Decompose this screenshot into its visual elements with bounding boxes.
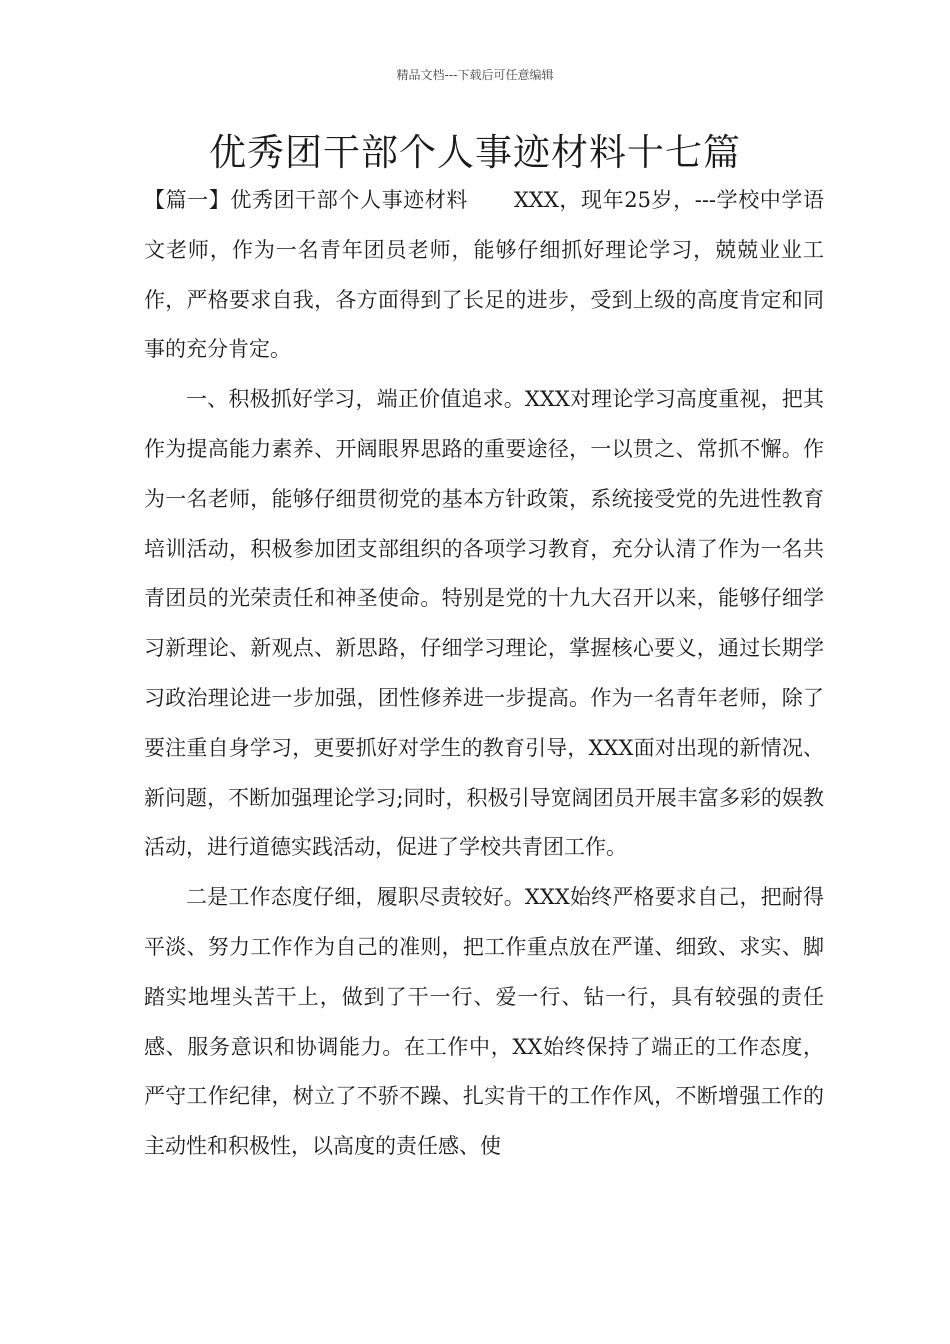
intro-heading: 【篇一】优秀团干部个人事迹材料: [144, 188, 468, 212]
paragraph-2: 二是工作态度仔细，履职尽责较好。XXX始终严格要求自己，把耐得平淡、努力工作作为自己的准则，把工作重点放在严谨、细致、求实、脚踏实地埋头苦干上，做到了干一行、爱一行、钻一行，具有较强的责任感、服务意识和协调能力。在工作中，XX始终保持了端正的工作态度，严守工作纪律，树立了不骄不躁、扎实肯干的工作作风，不断增强工作的主动性和积极性，以高度的责任感、使: [144, 885, 824, 1159]
document-title: 优秀团干部个人事迹材料十七篇: [209, 131, 741, 174]
paragraph-1: 一、积极抓好学习，端正价值追求。XXX对理论学习高度重视，把其作为提高能力素养、开阔眼界思路的重要途径，一以贯之、常抓不懈。作为一名老师，能够仔细贯彻党的基本方针政策，系统接受党的先进性教育培训活动，积极参加团支部组织的各项学习教育，充分认清了作为一名共青团员的光荣责任和神圣使命。特别是党的十九大召开以来，能够仔细学习新理论、新观点、新思路，仔细学习理论，掌握核心要义，通过长期学习政治理论进一步加强，团性修养进一步提高。作为一名青年老师，除了要注重自身学习，更要抓好对学生的教育引导，XXX面对出现的新情况、新问题，不断加强理论学习;同时，积极引导宽阔团员开展丰富多彩的娱教活动，进行道德实践活动，促进了学校共青团工作。: [144, 387, 824, 860]
header-note: 精品文档---下载后可任意编辑: [396, 68, 554, 82]
intro-text: XXX，现年25岁，---学校中学语文老师，作为一名青年团员老师，能够仔细抓好理论学习，兢兢业业工作，严格要求自我，各方面得到了长足的进步，受到上级的高度肯定和同事的充分肯定。: [144, 188, 825, 362]
document-body: [144, 176, 824, 1172]
intro-paragraph: [144, 176, 824, 375]
